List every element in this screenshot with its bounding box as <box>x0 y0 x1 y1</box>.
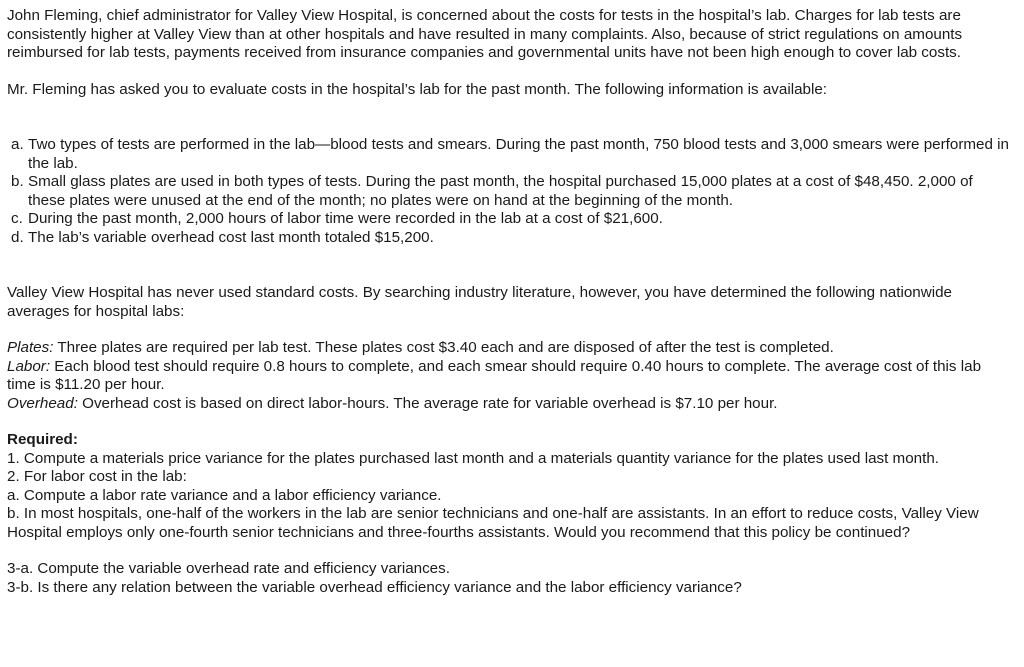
intro-paragraph: John Fleming, chief administrator for Valley View Hospital, is concerned about the costs for tests in the hospital’s lab. Charges for lab tests are consistently higher at Valley View than at other hospitals and have resulted in many complaints. Also, because of strict regulations on amounts reimbursed for lab tests, payments received from insurance companies and governmental units have not been high enough to cover lab costs. <box>7 7 963 61</box>
standards-intro: Valley View Hospital has never used standard costs. By searching industry literature, however, you have determined the following nationwide averages for hospital labs: <box>7 284 952 320</box>
task-paragraph: Mr. Fleming has asked you to evaluate costs in the hospital’s lab for the past month. The following information is available: <box>7 80 828 98</box>
labor-label: Labor: <box>7 357 51 375</box>
standard-overhead <box>7 395 1012 414</box>
question-2b: b. In most hospitals, one-half of the workers in the lab are senior technicians and one-half are assistants. In an effort to reduce costs, Valley View Hospital employs only one-fourth senior technicians and three-fourths assistants. Would you recommend that this policy be continued? <box>7 505 979 541</box>
labor-text: Each blood test should require 0.8 hours to complete, and each smear should require 0.40 hours to complete. The average cost of this lab time is $11.20 per hour. <box>7 357 982 393</box>
question-2a: a. Compute a labor rate variance and a labor efficiency variance. <box>7 486 442 504</box>
question-2: 2. For labor cost in the lab: <box>7 468 187 485</box>
question-3a: 3-a. Compute the variable overhead rate and efficiency variances. <box>7 560 450 577</box>
list-item <box>7 173 1012 210</box>
required-section <box>7 431 1012 597</box>
plates-label: Plates: <box>7 339 54 356</box>
standard-plates <box>7 339 1012 358</box>
required-heading: Required: <box>7 431 78 448</box>
overhead-text: Overhead cost is based on direct labor-hours. The average rate for variable overhead is $7.10 per hour. <box>77 394 778 412</box>
list-item <box>7 136 1012 173</box>
standards-block <box>7 339 1012 413</box>
plates-text: Three plates are required per lab test. These plates cost $3.40 each and are disposed of after the test is completed. <box>53 339 834 356</box>
list-item-text: Small glass plates are used in both types of tests. During the past month, the hospital purchased 15,000 plates at a cost of $48,450. 2,000 of these plates were unused at the end of the month; no plates were on hand at the beginning of the month. <box>28 173 973 209</box>
list-item-label: d. <box>11 228 24 246</box>
list-item <box>7 210 1012 229</box>
list-item-label: c. <box>11 210 23 227</box>
list-item-label: a. <box>11 136 24 153</box>
list-item <box>7 229 1012 248</box>
problem-document <box>7 7 1012 597</box>
facts-list <box>7 136 1012 247</box>
overhead-label: Overhead: <box>7 394 78 412</box>
standard-labor <box>7 358 1012 395</box>
list-item-label: b. <box>11 173 24 190</box>
list-item-text: The lab’s variable overhead cost last month totaled $15,200. <box>28 228 434 246</box>
question-1: 1. Compute a materials price variance for the plates purchased last month and a materials quantity variance for the plates used last month. <box>7 449 939 467</box>
list-item-text: Two types of tests are performed in the lab—blood tests and smears. During the past month, 750 blood tests and 3,000 smears were performed in the lab. <box>28 136 1009 172</box>
list-item-text: During the past month, 2,000 hours of labor time were recorded in the lab at a cost of $21,600. <box>28 210 663 227</box>
question-3b: 3-b. Is there any relation between the variable overhead efficiency variance and the labor efficiency variance? <box>7 578 742 596</box>
